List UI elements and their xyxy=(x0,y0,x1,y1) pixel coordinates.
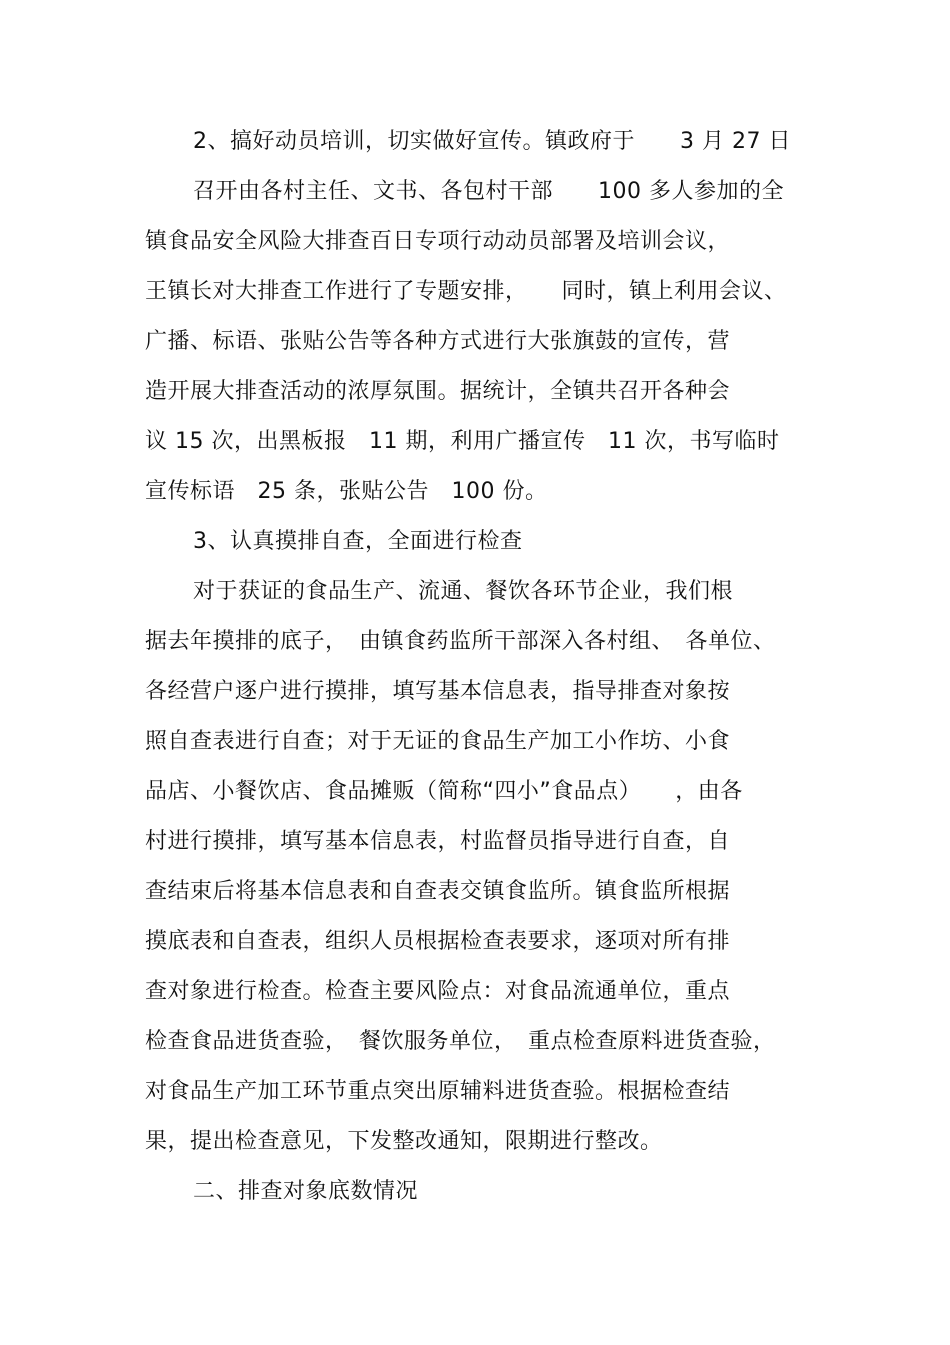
paragraph-line: 查结束后将基本信息表和自查表交镇食监所。镇食监所根据 xyxy=(145,879,731,904)
paragraph-line: 宣传标语 25 条，张贴公告 100 份。 xyxy=(145,479,548,504)
paragraph-line: 广播、标语、张贴公告等各种方式进行大张旗鼓的宣传，营 xyxy=(145,329,731,354)
paragraph-line: 村进行摸排，填写基本信息表，村监督员指导进行自查，自 xyxy=(145,829,731,854)
paragraph-line: 镇食品安全风险大排查百日专项行动动员部署及培训会议， xyxy=(145,229,731,254)
paragraph-line: 各经营户逐户进行摸排，填写基本信息表，指导排查对象按 xyxy=(145,679,731,704)
paragraph-line: 品店、小餐饮店、食品摊贩（简称“四小”食品点） ，由各 xyxy=(145,779,743,804)
paragraph-line: 召开由各村主任、文书、各包村干部 100 多人参加的全 xyxy=(193,179,784,204)
paragraph-line: 对于获证的食品生产、流通、餐饮各环节企业，我们根 xyxy=(193,579,734,604)
paragraph-line: 照自查表进行自查；对于无证的食品生产加工小作坊、小食 xyxy=(145,729,731,754)
paragraph-line: 据去年摸排的底子， 由镇食药监所干部深入各村组、 各单位、 xyxy=(145,629,776,654)
paragraph-line: 摸底表和自查表，组织人员根据检查表要求，逐项对所有排 xyxy=(145,929,731,954)
paragraph-line: 查对象进行检查。检查主要风险点：对食品流通单位，重点 xyxy=(145,979,731,1004)
paragraph-line: 2、搞好动员培训，切实做好宣传。镇政府于 3 月 27 日 xyxy=(193,129,791,154)
section-heading: 3、认真摸排自查，全面进行检查 xyxy=(193,529,523,554)
paragraph-line: 造开展大排查活动的浓厚氛围。据统计，全镇共召开各种会 xyxy=(145,379,731,404)
paragraph-line: 对食品生产加工环节重点突出原辅料进货查验。根据检查结 xyxy=(145,1079,731,1104)
paragraph-line: 检查食品进货查验， 餐饮服务单位， 重点检查原料进货查验， xyxy=(145,1029,776,1054)
paragraph-line: 议 15 次，出黑板报 11 期，利用广播宣传 11 次，书写临时 xyxy=(145,429,780,454)
paragraph-line: 王镇长对大排查工作进行了专题安排， 同时，镇上利用会议、 xyxy=(145,279,787,304)
paragraph-line: 果，提出检查意见，下发整改通知，限期进行整改。 xyxy=(145,1129,663,1154)
section-heading: 二、排查对象底数情况 xyxy=(193,1179,419,1204)
